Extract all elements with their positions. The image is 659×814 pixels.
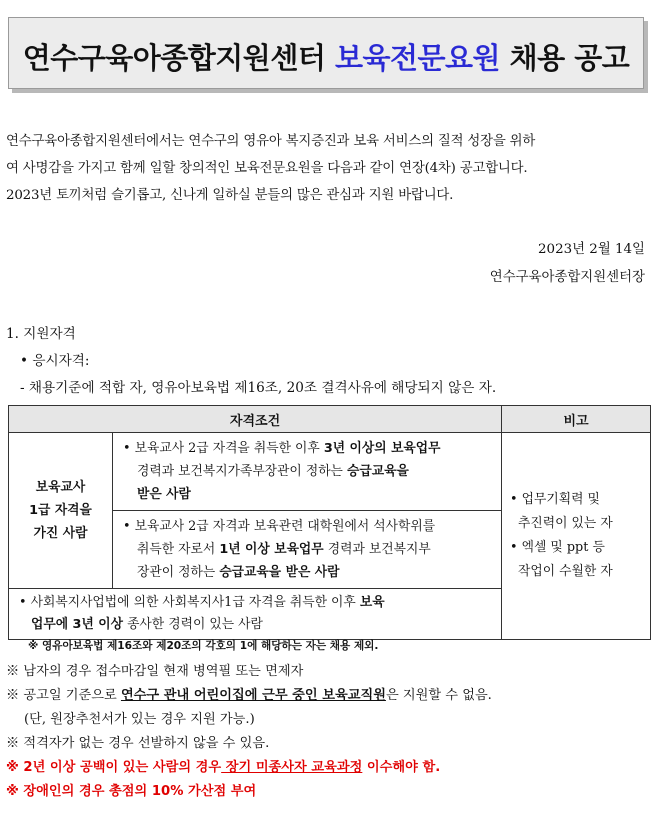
note-disability-bonus: ※ 장애인의 경우 총점의 10% 가산점 부여 — [6, 784, 257, 799]
note-no-selection: ※ 적격자가 없는 경우 선발하지 않을 수 있음. — [6, 736, 270, 751]
eligibility-criteria: - 채용기준에 적합 자, 영유아보육법 제16조, 20조 결격사유에 해당되지 않은 자. — [20, 380, 497, 396]
intro-paragraph — [6, 128, 652, 209]
title-box — [8, 17, 644, 89]
header-note: 비고 — [502, 406, 651, 433]
announcement-signer: 연수구육아종합지원센터장 — [489, 270, 645, 285]
note-exception: (단, 원장추천서가 있는 경우 지원 가능.) — [24, 712, 255, 727]
condition-2: • 보육교사 2급 자격과 보육관련 대학원에서 석사학위를 취득한 자로서 1년 이상 보육업무 경력과 보건복지부 장관이 정하는 승급교육을 받은 사람 — [113, 511, 502, 589]
notes-list — [6, 660, 492, 804]
intro-line: 여 사명감을 가지고 함께 일할 창의적인 보육전문요원을 다음과 같이 연장(4차) 공고합니다. — [6, 161, 528, 176]
title-accent: 보육전문요원 — [334, 41, 501, 75]
intro-line: 2023년 토끼처럼 슬기롭고, 신나게 일하실 분들의 많은 관심과 지원 바랍니다. — [6, 188, 454, 203]
qualification-table — [8, 405, 651, 640]
header-condition: 자격조건 — [9, 406, 502, 433]
exclusion-note: ※ 영유아보육법 제16조와 제20조의 각호의 1에 해당하는 자는 채용 제외. — [28, 640, 379, 652]
note-military: ※ 남자의 경우 접수마감일 현재 병역필 또는 면제자 — [6, 664, 304, 679]
section-heading: 1. 지원자격 — [6, 326, 76, 342]
note-cell: • 업무기획력 및 추진력이 있는 자 • 엑셀 및 ppt 등 작업이 수월한 자 — [502, 433, 651, 640]
condition-3: • 사회복지사업법에 의한 사회복지사1급 자격을 취득한 이후 보육 업무에 3년 이상 종사한 경력이 있는 사람 — [9, 589, 502, 640]
teacher-level1-label: 보육교사 1급 자격을 가진 사람 — [9, 433, 113, 589]
note-local-staff: ※ 공고일 기준으로 연수구 관내 어린이집에 근무 중인 보육교직원은 지원할 수 없음. — [6, 688, 492, 703]
announcement-date: 2023년 2월 14일 — [538, 242, 645, 257]
condition-1: • 보육교사 2급 자격을 취득한 이후 3년 이상의 보육업무 경력과 보건복지가족부장관이 정하는 승급교육을 받은 사람 — [113, 433, 502, 511]
note-gap-training: ※ 2년 이상 공백이 있는 사람의 경우 장기 미종사자 교육과정 이수해야 함. — [6, 760, 441, 775]
eligibility-bullet: • 응시자격: — [20, 353, 90, 369]
intro-line: 연수구육아종합지원센터에서는 연수구의 영유아 복지증진과 보육 서비스의 질적 성장을 위하 — [6, 134, 536, 149]
page-title: 연수구육아종합지원센터 보육전문요원 채용 공고 — [22, 41, 630, 75]
